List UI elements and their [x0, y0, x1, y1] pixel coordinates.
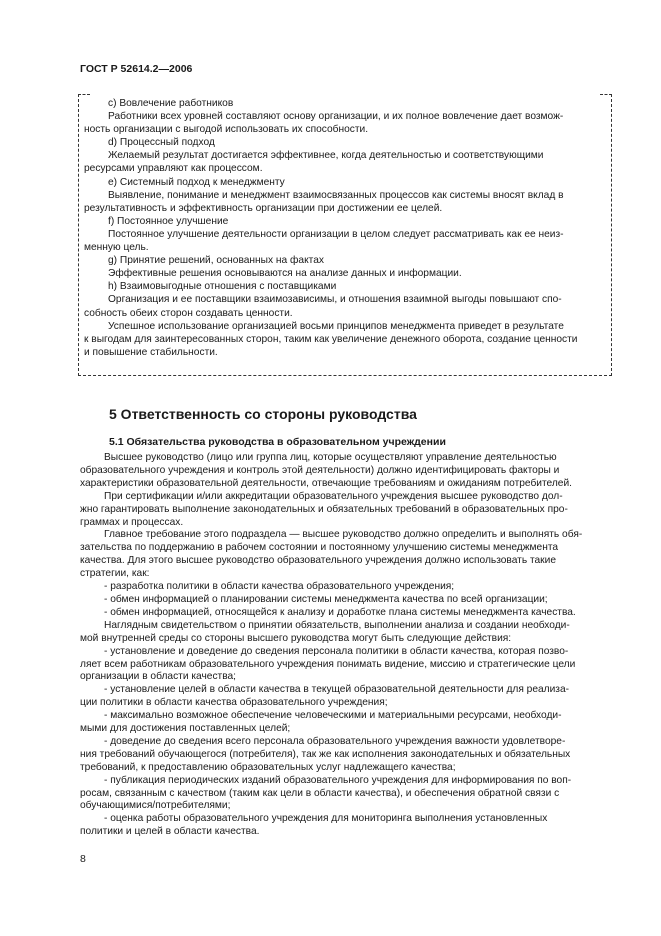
body-line: - разработка политики в области качества образовательного учреждения;	[104, 581, 455, 593]
document-header: ГОСТ Р 52614.2—2006	[80, 63, 193, 75]
body-line: образовательного учреждения и контроль этой деятельности) должно идентифицировать факторы и	[80, 464, 560, 476]
body-line: зательства по поддержанию в рабочем состоянии и постоянному улучшению системы менеджмента	[80, 542, 559, 554]
body-line: - установление и доведение до сведения персонала политики в области качества, которая позво-	[104, 645, 569, 657]
box-line: ресурсами управляют как процессом.	[84, 163, 263, 175]
section-body	[80, 452, 614, 839]
body-line: ляет всем работникам образовательного учреждения понимать видение, миссию и стратегические цели	[80, 658, 576, 670]
body-line: Главное требование этого подраздела — высшее руководство должно определить и выполнять обя-	[104, 529, 583, 541]
body-line: ния требований обучающегося (потребителя), так же как исполнения законодательных и обязательных	[80, 748, 571, 760]
quoted-box-content	[84, 97, 611, 359]
body-line: ции политики в области качества образовательного учреждения;	[80, 697, 388, 709]
body-line: - обмен информацией, относящейся к анализу и доработке плана системы менеджмента качества.	[104, 606, 576, 618]
box-line: Успешное использование организацией восьми принципов менеджмента приведет в результате	[108, 320, 564, 332]
box-line: Постоянное улучшение деятельности организации в целом следует рассматривать как ее неиз-	[108, 228, 564, 240]
body-line: характеристики образовательной деятельности, отвечающие требованиям и ожиданиям потребителей.	[80, 477, 572, 489]
box-line: Желаемый результат достигается эффективнее, когда деятельностью и соответствующими	[108, 150, 544, 162]
body-line: Высшее руководство (лицо или группа лиц, которые осуществляют управление деятельностью	[104, 452, 557, 463]
box-line: c) Вовлечение работников	[108, 98, 234, 109]
box-line: Организация и ее поставщики взаимозависимы, и отношения взаимной выгоды повышают спо-	[108, 294, 562, 306]
body-line: мой внутренней среды со стороны высшего руководства могут быть следующие действия:	[80, 632, 512, 644]
box-line: Работники всех уровней составляют основу организации, и их полное вовлечение дает возмож-	[108, 111, 564, 123]
body-line: росам, связанным с качеством (таким как цели в области качества), и обеспечения обратной связи с	[80, 787, 560, 799]
section-heading: 5 Ответственность со стороны руководства	[109, 406, 417, 422]
box-line: собность обеих сторон создавать ценности.	[84, 307, 293, 319]
body-line: - оценка работы образовательного учреждения для мониторинга выполнения установленных	[104, 813, 548, 825]
body-line: жно гарантировать выполнение законодательных и обязательных требований в образовательных про-	[80, 503, 568, 515]
box-line: h) Взаимовыгодные отношения с поставщиками	[108, 281, 337, 293]
body-line: При сертификации и/или аккредитации образовательного учреждения высшее руководство дол-	[104, 490, 563, 502]
body-line: - максимально возможное обеспечение человеческими и материальными ресурсами, необходи-	[104, 710, 562, 722]
box-line: d) Процессный подход	[108, 137, 215, 149]
box-line: f) Постоянное улучшение	[108, 215, 229, 227]
body-line: требований, к предоставлению образовательных услуг надлежащего качества;	[80, 761, 456, 773]
body-line: - обмен информацией о планировании системы менеджмента качества по всей организации;	[104, 593, 548, 605]
body-line: обучающимися/потребителями;	[80, 800, 231, 812]
page-number: 8	[80, 853, 86, 865]
body-line: - публикация периодических изданий образовательного учреждения для информирования по воп-	[104, 774, 572, 786]
box-line: к выгодам для заинтересованных сторон, таким как увеличение денежного оборота, создание ценности	[84, 333, 578, 345]
body-line: Наглядным свидетельством о принятии обязательств, выполнении анализа и создании необходи-	[104, 619, 570, 631]
box-line: g) Принятие решений, основанных на фактах	[108, 255, 324, 267]
box-line: Эффективные решения основываются на анализе данных и информации.	[108, 268, 462, 280]
body-line: мыми для достижения поставленных целей;	[80, 723, 291, 735]
body-line: организации в области качества;	[80, 671, 237, 683]
box-line: и повышение стабильности.	[84, 346, 218, 358]
box-line: результативность и эффективность организации при достижении ее целей.	[84, 202, 443, 214]
box-line: ность организации с выгодой использовать их способности.	[84, 124, 369, 136]
box-line: Выявление, понимание и менеджмент взаимосвязанных процессов как системы вносят вклад в	[108, 189, 564, 201]
subsection-heading: 5.1 Обязательства руководства в образовательном учреждении	[109, 436, 446, 448]
body-line: граммах и процессах.	[80, 516, 184, 528]
body-line: - установление целей в области качества в текущей образовательной деятельности для реализа-	[104, 684, 570, 696]
box-line: e) Системный подход к менеджменту	[108, 176, 285, 188]
body-line: политики и целей в области качества.	[80, 826, 260, 838]
body-line: стратегии, как:	[80, 568, 150, 580]
body-line: качества. Для этого высшее руководство образовательного учреждения должно использовать такие	[80, 555, 556, 567]
body-line: - доведение до сведения всего персонала образовательного учреждения важности удовлетворе-	[104, 735, 566, 747]
box-line: менную цель.	[84, 242, 149, 254]
